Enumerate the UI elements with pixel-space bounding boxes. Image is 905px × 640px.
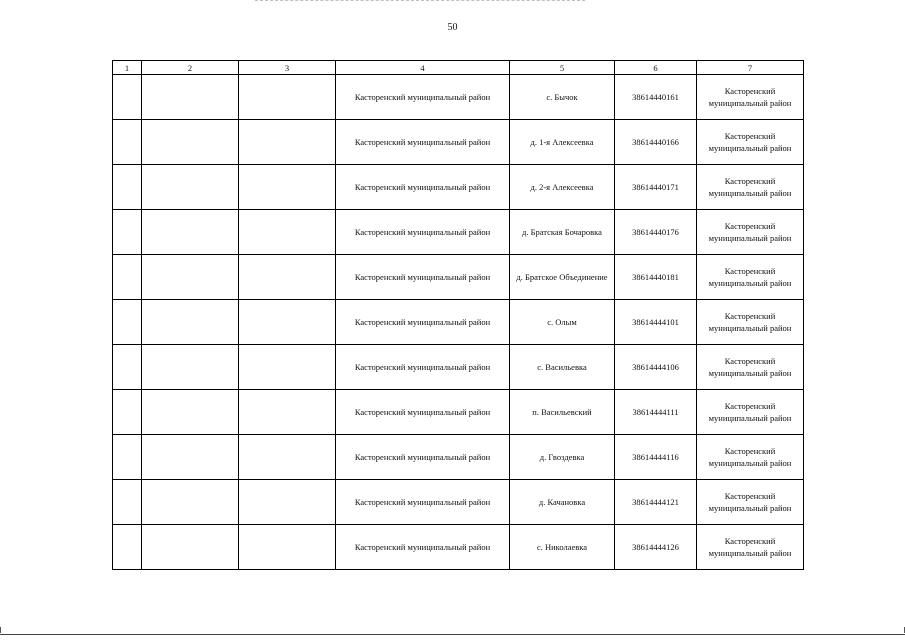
table-cell-col5: д. Братское Объединение bbox=[510, 255, 615, 300]
table-row bbox=[113, 300, 804, 345]
table-row bbox=[113, 255, 804, 300]
empty-cell bbox=[142, 390, 239, 435]
empty-cell bbox=[239, 390, 336, 435]
empty-cell bbox=[113, 255, 142, 300]
table-row bbox=[113, 480, 804, 525]
table-cell-col7: Касторенский муниципальный район bbox=[697, 165, 804, 210]
empty-cell bbox=[239, 435, 336, 480]
table-cell-col4: Касторенский муниципальный район bbox=[336, 345, 510, 390]
empty-cell bbox=[142, 525, 239, 570]
table-cell-col4: Касторенский муниципальный район bbox=[336, 435, 510, 480]
scan-corner-left bbox=[0, 627, 5, 633]
empty-cell bbox=[142, 255, 239, 300]
table-cell-col5: д. Гвоздевка bbox=[510, 435, 615, 480]
table-cell-col5: д. Качановка bbox=[510, 480, 615, 525]
data-table bbox=[112, 60, 804, 570]
table-cell-col6: 38614440181 bbox=[615, 255, 697, 300]
empty-cell bbox=[239, 300, 336, 345]
table-row bbox=[113, 525, 804, 570]
table-cell-col6: 38614444116 bbox=[615, 435, 697, 480]
scan-artifact-line bbox=[255, 0, 585, 3]
column-header: 1 bbox=[113, 61, 142, 75]
column-header: 6 bbox=[615, 61, 697, 75]
table-cell-col6: 38614444121 bbox=[615, 480, 697, 525]
table-row bbox=[113, 120, 804, 165]
table-cell-col4: Касторенский муниципальный район bbox=[336, 390, 510, 435]
empty-cell bbox=[142, 75, 239, 120]
table-row bbox=[113, 165, 804, 210]
table-cell-col5: с. Васильевка bbox=[510, 345, 615, 390]
table-cell-col5: д. 2-я Алексеевка bbox=[510, 165, 615, 210]
scan-corner-right bbox=[900, 627, 905, 633]
page-number: 50 bbox=[447, 22, 458, 33]
empty-cell bbox=[239, 480, 336, 525]
table-cell-col7: Касторенский муниципальный район bbox=[697, 300, 804, 345]
table-cell-col7: Касторенский муниципальный район bbox=[697, 525, 804, 570]
column-header: 5 bbox=[510, 61, 615, 75]
empty-cell bbox=[113, 165, 142, 210]
empty-cell bbox=[142, 165, 239, 210]
table-cell-col6: 38614444101 bbox=[615, 300, 697, 345]
empty-cell bbox=[142, 300, 239, 345]
empty-cell bbox=[142, 210, 239, 255]
table-cell-col4: Касторенский муниципальный район bbox=[336, 165, 510, 210]
table-cell-col5: с. Николаевка bbox=[510, 525, 615, 570]
table-cell-col6: 38614444106 bbox=[615, 345, 697, 390]
table-cell-col6: 38614440166 bbox=[615, 120, 697, 165]
empty-cell bbox=[239, 255, 336, 300]
table-cell-col6: 38614440161 bbox=[615, 75, 697, 120]
empty-cell bbox=[239, 210, 336, 255]
table-row bbox=[113, 210, 804, 255]
empty-cell bbox=[142, 480, 239, 525]
table-cell-col5: с. Олым bbox=[510, 300, 615, 345]
empty-cell bbox=[142, 345, 239, 390]
empty-cell bbox=[113, 210, 142, 255]
column-header: 4 bbox=[336, 61, 510, 75]
column-header: 7 bbox=[697, 61, 804, 75]
table-cell-col4: Касторенский муниципальный район bbox=[336, 75, 510, 120]
table-cell-col4: Касторенский муниципальный район bbox=[336, 255, 510, 300]
table-cell-col4: Касторенский муниципальный район bbox=[336, 525, 510, 570]
column-header: 3 bbox=[239, 61, 336, 75]
empty-cell bbox=[113, 390, 142, 435]
table-cell-col6: 38614440176 bbox=[615, 210, 697, 255]
empty-cell bbox=[239, 345, 336, 390]
table-cell-col7: Касторенский муниципальный район bbox=[697, 75, 804, 120]
empty-cell bbox=[113, 120, 142, 165]
table-cell-col6: 38614444126 bbox=[615, 525, 697, 570]
table-cell-col7: Касторенский муниципальный район bbox=[697, 480, 804, 525]
table-cell-col4: Касторенский муниципальный район bbox=[336, 480, 510, 525]
table-cell-col7: Касторенский муниципальный район bbox=[697, 210, 804, 255]
table-cell-col5: д. Братская Бочаровка bbox=[510, 210, 615, 255]
table-cell-col4: Касторенский муниципальный район bbox=[336, 120, 510, 165]
table-cell-col5: д. 1-я Алексеевка bbox=[510, 120, 615, 165]
table-cell-col6: 38614444111 bbox=[615, 390, 697, 435]
column-header: 2 bbox=[142, 61, 239, 75]
empty-cell bbox=[113, 435, 142, 480]
page-bottom-edge bbox=[0, 634, 905, 635]
table-row bbox=[113, 345, 804, 390]
table-cell-col7: Касторенский муниципальный район bbox=[697, 390, 804, 435]
empty-cell bbox=[239, 120, 336, 165]
table-cell-col7: Касторенский муниципальный район bbox=[697, 345, 804, 390]
table-row bbox=[113, 435, 804, 480]
table-cell-col7: Касторенский муниципальный район bbox=[697, 255, 804, 300]
table-cell-col4: Касторенский муниципальный район bbox=[336, 300, 510, 345]
table-cell-col6: 38614440171 bbox=[615, 165, 697, 210]
table-cell-col4: Касторенский муниципальный район bbox=[336, 210, 510, 255]
table-row bbox=[113, 75, 804, 120]
empty-cell bbox=[113, 345, 142, 390]
empty-cell bbox=[113, 75, 142, 120]
empty-cell bbox=[239, 165, 336, 210]
empty-cell bbox=[239, 525, 336, 570]
empty-cell bbox=[113, 525, 142, 570]
empty-cell bbox=[142, 435, 239, 480]
empty-cell bbox=[113, 480, 142, 525]
empty-cell bbox=[113, 300, 142, 345]
table-cell-col5: п. Васильевский bbox=[510, 390, 615, 435]
empty-cell bbox=[142, 120, 239, 165]
table-cell-col5: с. Бычок bbox=[510, 75, 615, 120]
header-row bbox=[113, 61, 804, 75]
table-row bbox=[113, 390, 804, 435]
table-cell-col7: Касторенский муниципальный район bbox=[697, 435, 804, 480]
table-cell-col7: Касторенский муниципальный район bbox=[697, 120, 804, 165]
empty-cell bbox=[239, 75, 336, 120]
